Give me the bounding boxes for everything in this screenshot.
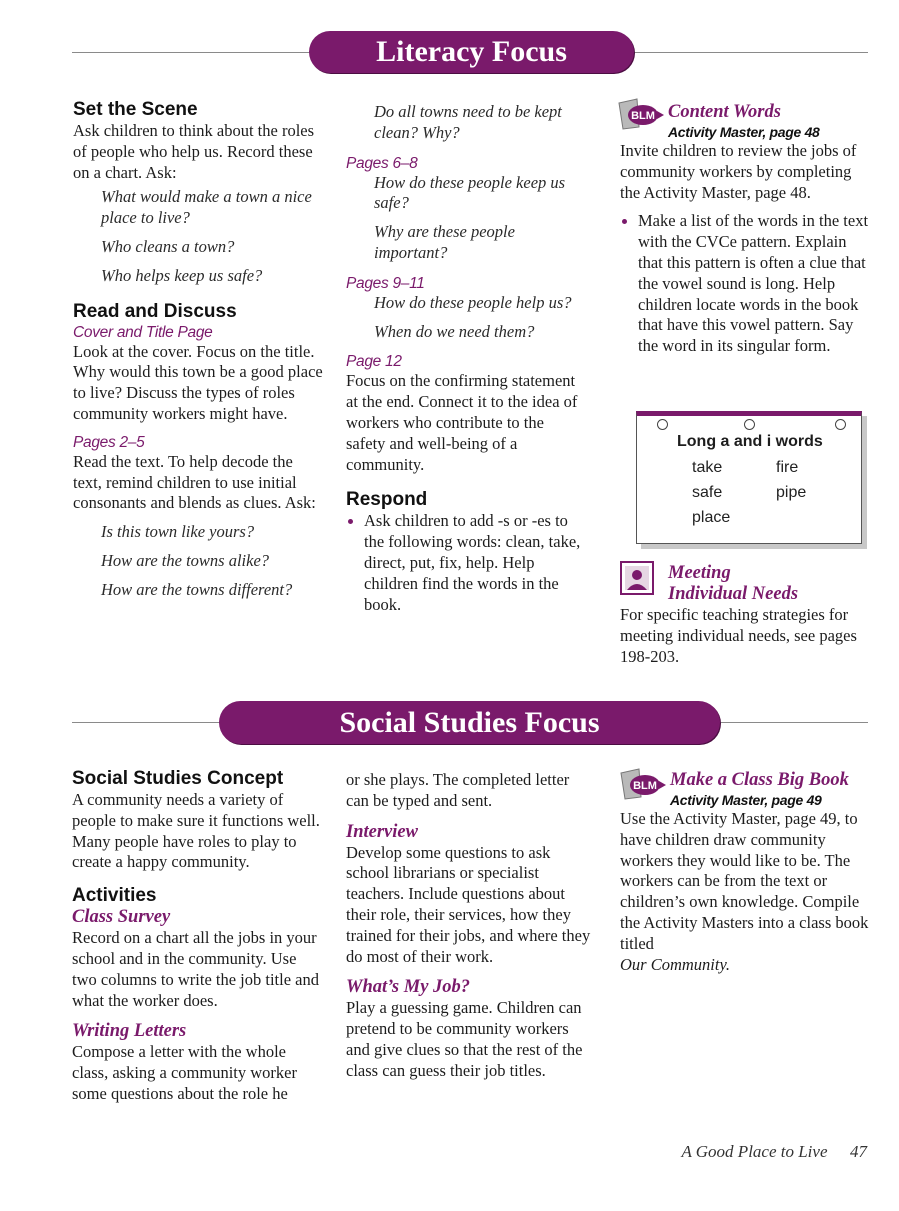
question: What would make a town a nice place to live? xyxy=(101,187,312,228)
class-big-book-body: Use the Activity Master, page 49, to have children draw community workers they would like to be. The workers can be from the text or children’s own knowledge. Compile the Activity Masters into a class book titled xyxy=(620,809,869,953)
whats-my-job-body: Play a guessing game. Children can pretend to be community workers and give clues so that the rest of the class can guess their job titles. xyxy=(346,998,583,1080)
class-book-title: Our Community. xyxy=(620,954,731,974)
cvce-bullet xyxy=(620,211,870,357)
pages-9-11-subheading: Pages 9–11 xyxy=(346,274,425,292)
question: How are the towns alike? xyxy=(101,550,270,570)
respond-bullet xyxy=(346,511,586,615)
interview-body: Develop some questions to ask school librarians or specialist teachers. Include questions about their role, their services, how they trained for their jobs, and where they do most of their work. xyxy=(346,842,591,966)
blm-icon-label: BLM xyxy=(633,780,657,792)
word-box-word: fire xyxy=(776,459,799,476)
social-studies-focus-banner: Social Studies Focus xyxy=(219,701,720,744)
question: How do these people help us? xyxy=(374,292,572,312)
literacy-column-1 xyxy=(73,99,323,601)
class-survey-body: Record on a chart all the jobs in your school and in the community. Use two columns to write the job title and what the worker does. xyxy=(72,928,320,1010)
literacy-focus-banner: Literacy Focus xyxy=(309,31,634,73)
meeting-needs-block xyxy=(620,563,870,667)
literacy-banner-rule-left xyxy=(72,52,312,53)
word-box-word: take xyxy=(692,459,723,476)
binder-hole xyxy=(744,419,755,430)
social-column-1 xyxy=(72,768,324,1105)
word-box-word: safe xyxy=(692,484,723,501)
binder-hole xyxy=(835,419,846,430)
pages-2-5-body: Read the text. To help decode the text, remind children to use initial consonants and blends as clues. Ask: xyxy=(73,451,316,513)
set-the-scene-body: Ask children to think about the roles of people who help us. Record these on a chart. Ask: xyxy=(73,121,315,182)
question: When do we need them? xyxy=(374,321,535,341)
question: Do all towns need to be kept clean? Why? xyxy=(374,102,562,142)
class-big-book-heading: Make a Class Big Book xyxy=(670,770,849,790)
interview-subheading: Interview xyxy=(346,821,418,842)
social-column-2 xyxy=(346,770,596,1082)
binder-hole xyxy=(657,419,668,430)
footer-page-number: 47 xyxy=(850,1142,867,1161)
page-12-body: Focus on the confirming statement at the end. Connect it to the idea of workers who contribute to the safety and well-being of a community. xyxy=(346,371,578,474)
cover-body: Look at the cover. Focus on the title. Why would this town be a good place to live? Discuss the types of roles community workers might have. xyxy=(73,341,323,423)
meeting-heading: Meeting xyxy=(668,563,731,583)
social-banner-rule-left xyxy=(72,722,222,723)
pages-6-8-subheading: Pages 6–8 xyxy=(346,154,418,172)
long-a-i-word-box xyxy=(636,411,862,544)
question: Who helps keep us safe? xyxy=(101,265,263,285)
whats-my-job-subheading: What’s My Job? xyxy=(346,977,471,998)
question: Is this town like yours? xyxy=(101,522,255,542)
literacy-column-2 xyxy=(346,102,586,615)
class-big-book-activity-master: Activity Master, page 49 xyxy=(670,792,822,808)
word-box-word: pipe xyxy=(776,484,807,501)
question: Who cleans a town? xyxy=(101,236,235,256)
cvce-bullet-text: Make a list of the words in the text with the CVCe pattern. Explain that this pattern is often a clue that the vowel sound is long. Help children locate words in the book that have this vowel pattern. Say the word in its singular form. xyxy=(638,211,869,356)
literacy-column-3 xyxy=(620,102,870,357)
word-box-title: Long a and i words xyxy=(677,433,823,450)
social-studies-concept-heading: Social Studies Concept xyxy=(72,768,284,789)
question: How do these people keep us safe? xyxy=(374,172,566,213)
writing-letters-body: Compose a letter with the whole class, asking a community worker some questions about the role he xyxy=(72,1042,297,1103)
respond-bullet-text: Ask children to add -s or -es to the following words: clean, take, direct, put, fix, help. Help children find the words in the book. xyxy=(364,511,581,614)
set-the-scene-heading: Set the Scene xyxy=(73,99,198,120)
blm-icon-label: BLM xyxy=(631,110,655,122)
literacy-banner-rule-right xyxy=(632,52,868,53)
respond-heading: Respond xyxy=(346,489,428,511)
page-12-subheading: Page 12 xyxy=(346,353,402,371)
writing-letters-continued: or she plays. The completed letter can be typed and sent. xyxy=(346,770,570,810)
social-banner-rule-right xyxy=(718,722,868,723)
word-box-word: place xyxy=(692,509,731,526)
bullet-dot xyxy=(622,219,627,224)
bullet-dot xyxy=(348,519,353,524)
question: Why are these people important? xyxy=(374,222,515,262)
writing-letters-subheading: Writing Letters xyxy=(72,1021,187,1042)
read-and-discuss-heading: Read and Discuss xyxy=(73,300,237,322)
social-column-3 xyxy=(620,770,870,975)
content-words-body: Invite children to review the jobs of community workers by completing the Activity Master, page 48. xyxy=(620,141,857,202)
footer-book-title: A Good Place to Live xyxy=(681,1142,828,1161)
meeting-needs-body: For specific teaching strategies for meeting individual needs, see pages 198-203. xyxy=(620,605,857,666)
individual-needs-heading: Individual Needs xyxy=(668,584,799,604)
pages-2-5-subheading: Pages 2–5 xyxy=(73,433,145,451)
page-footer xyxy=(681,1142,867,1162)
question: How are the towns different? xyxy=(101,579,293,599)
content-words-heading: Content Words xyxy=(668,102,781,122)
class-survey-subheading: Class Survey xyxy=(72,907,171,928)
concept-body: A community needs a variety of people to make sure it functions well. Many people have roles to play to create a happy community. xyxy=(72,790,320,872)
cover-title-page-subheading: Cover and Title Page xyxy=(73,323,213,341)
activities-heading: Activities xyxy=(72,885,157,907)
content-words-activity-master: Activity Master, page 48 xyxy=(668,124,820,140)
